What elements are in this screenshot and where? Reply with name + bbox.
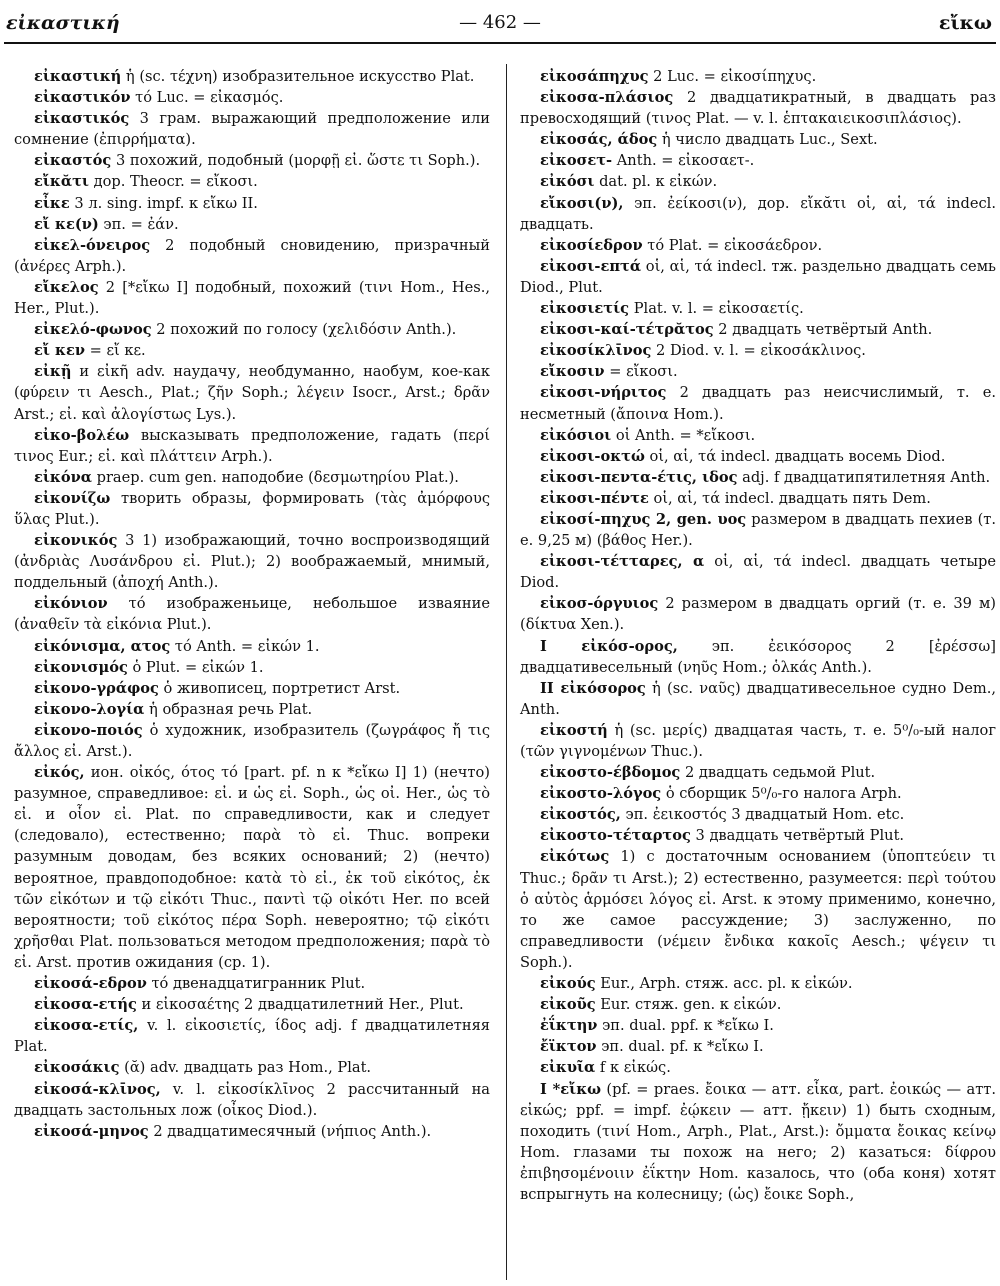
dictionary-entry (14, 87, 490, 108)
headword: εἰκοστο-λόγος (540, 785, 662, 803)
dictionary-entry (14, 66, 490, 87)
definition: τό Anth. = εἰκών 1. (170, 637, 320, 655)
dictionary-entry (14, 973, 490, 994)
headword: εἰκονισμός (34, 658, 128, 676)
dictionary-entry (520, 636, 996, 678)
definition: ἡ образная речь Plat. (144, 700, 313, 718)
dictionary-entry (520, 446, 996, 467)
dictionary-entry (14, 1057, 490, 1078)
definition: эп. ἐεικοστός 3 двадцатый Hom. etc. (620, 806, 905, 824)
headword: εἰκοστός, (540, 806, 621, 824)
headword: εἰκοσι-καί-τέτρᾰτος (540, 321, 714, 339)
dictionary-entry (14, 171, 490, 192)
headword: εἴκελος (34, 278, 99, 296)
definition: = εἴ κε. (84, 342, 146, 360)
headword: εἰκονικός (34, 532, 118, 550)
column-divider (506, 64, 507, 1280)
headword: εἰκοσίεδρον (540, 236, 643, 254)
dictionary-entry (520, 467, 996, 488)
definition: 2 двадцать четвёртый Anth. (713, 321, 933, 339)
dictionary-entry (14, 488, 490, 530)
headword: εἰκοσι-επτά (540, 257, 642, 275)
definition: ἡ (sc. μερίς) двадцатая часть, т. е. 5⁰/₀-ый налог (τῶν γιγνομένων Thuc.). (520, 721, 996, 760)
dictionary-entry (520, 762, 996, 783)
headword: εἶκε (34, 194, 70, 212)
headword: εἰκόνισμα, ατος (34, 637, 171, 655)
definition: высказывать предположение, гадать (περί τινος Eur.; εἰ. καὶ πλάττειν Arph.). (14, 426, 490, 465)
headword: εἰκόσι (540, 173, 595, 191)
dictionary-entry (520, 425, 996, 446)
headword: εἰκοσιετίς (540, 300, 630, 318)
definition: ὁ Plut. = εἰκών 1. (127, 658, 264, 676)
dictionary-entry (520, 298, 996, 319)
dictionary-entry (520, 382, 996, 424)
dictionary-entry (14, 193, 490, 214)
headword: εἰκοσί-πηχυς 2, gen. υος (540, 510, 747, 528)
dictionary-entry (520, 340, 996, 361)
headword: εἰκαστός (34, 152, 112, 170)
definition: ὁ художник, изобразитель (ζωγράφος ἤ τις ἄλλος εἰ. Arst.). (14, 721, 490, 760)
definition: 2 [*εἴκω I] подобный, похожий (τινι Hom., Hes., Her., Plut.). (14, 278, 490, 318)
definition: эп. = ἐάν. (98, 215, 179, 233)
headword: εἰκοσι-οκτώ (540, 447, 645, 465)
definition: 1) с достаточным основанием (ὑποπτεύειν τι Thuc.; δρᾶν τι Arst.); 2) естественно, разумеется: περὶ τούτου ὁ αὐτὸς ἁρμόσει λόγος εἰ. Arst. к этому применимо, конечно, то же самое рассуждение; 3) заслуженно, по справедливости (νέμειν ἔνδικα κακοῖς Aesch.; ψέγειν τι Soph.). (520, 848, 996, 971)
dictionary-entry (520, 551, 996, 593)
headword: II εἰκόσορος (540, 679, 646, 697)
dictionary-entry (14, 994, 490, 1015)
dictionary-entry (14, 762, 490, 973)
headword: εἰκόσιοι (540, 426, 612, 444)
headword: εἰκοσάκις (34, 1059, 120, 1077)
headword: εἰκο-βολέω (34, 426, 130, 444)
dictionary-entry (520, 129, 996, 150)
headword: εἰκοσα-ετής (34, 996, 137, 1014)
dictionary-entry (520, 66, 996, 87)
headword: εἰκός, (34, 764, 85, 782)
dictionary-entry (520, 678, 996, 720)
dictionary-entry (14, 235, 490, 277)
dictionary-entry (14, 678, 490, 699)
dictionary-entry (520, 720, 996, 762)
dictionary-entry (520, 509, 996, 551)
headword: εἰκοσετ- (540, 152, 613, 170)
headword: εἰκαστικόν (34, 89, 131, 107)
headword: εἰκαστική (34, 68, 122, 85)
dictionary-entry (14, 150, 490, 171)
dictionary-entry (520, 994, 996, 1015)
dictionary-entry (520, 256, 996, 298)
definition: 2 двадцатикратный, в двадцать раз превосходящий (τινος Plat. — v. l. ἑπτακαιεικοσιπλάσιος). (520, 89, 996, 128)
headword: εἰκοσα-ετίς, (34, 1017, 139, 1035)
definition: τό изображеньице, небольшое изваяние (ἀναθεῖν τὰ εἰκόνια Plut.). (14, 595, 490, 634)
definition: ἡ (sc. τέχνη) изобразительное искусство Plat. (121, 68, 475, 85)
dictionary-entry (520, 319, 996, 340)
definition: (ᾰ) adv. двадцать раз Hom., Plat. (119, 1059, 372, 1077)
definition: ὁ живописец, портретист Arst. (158, 679, 401, 697)
definition: 2 двадцатимесячный (νήπιος Anth.). (148, 1122, 432, 1140)
dictionary-entry (14, 277, 490, 319)
headword: I *εἴκω (540, 1080, 602, 1098)
headword: εἰκοσι-τέτταρες, α (540, 553, 705, 571)
definition: v. l. εἰκοσιετίς, ίδος adj. f двадцатилетняя Plat. (14, 1017, 490, 1056)
right-column (520, 66, 996, 1205)
definition: эп. ἐεικόσορος 2 [ἐρέσσω] двадцативесельный (νηῦς Hom.; ὁλκάς Anth.). (520, 637, 996, 676)
headword: εἰκοσα-πλάσιος (540, 89, 674, 107)
headword: εἴ κεν (34, 342, 85, 360)
headword: εἰκονο-γράφος (34, 679, 159, 697)
headword: εἰκόνα (34, 468, 92, 486)
dictionary-entry (520, 593, 996, 635)
definition: v. l. εἰκοσίκλῑνος 2 рассчитанный на двадцать застольных лож (οἶκος Diod.). (14, 1080, 490, 1119)
definition: 3 грам. выражающий предположение или сомнение (ἐπιρρήματα). (14, 110, 490, 149)
definition: οἱ, αἱ, τά indecl. двадцать восемь Diod. (644, 447, 946, 465)
headword: εἴκοσι(ν), (540, 194, 624, 212)
headword: εἰκούς (540, 975, 596, 993)
headword: εἰκόνιον (34, 595, 108, 613)
headword: εἰκονίζω (34, 489, 111, 507)
definition: Eur., Arph. стяж. acc. pl. к εἰκών. (595, 975, 853, 993)
dictionary-entry (520, 193, 996, 235)
left-column (14, 66, 490, 1142)
definition: 2 размером в двадцать оргий (т. е. 39 м) (δίκτυα Xen.). (520, 595, 996, 634)
definition: praep. cum gen. наподобие (δεσμωτηρίου Plat.). (91, 468, 459, 486)
headword: εἴκοσιν (540, 363, 605, 381)
definition: οἱ, αἱ, τά indecl. двадцать пять Dem. (648, 489, 931, 507)
dictionary-entry (520, 1057, 996, 1078)
dictionary-entry (520, 1036, 996, 1057)
definition: ὁ сборщик 5⁰/₀-го налога Arph. (661, 785, 902, 803)
definition: 3 л. sing. impf. к εἴκω II. (69, 194, 258, 212)
dictionary-entry (14, 1015, 490, 1057)
dictionary-entry (520, 783, 996, 804)
dictionary-entry (14, 319, 490, 340)
definition: размером в двадцать пехиев (т. е. 9,25 м) (βάθος Her.). (520, 510, 996, 550)
headword: εἰκοσι-πεντα-έτις, ιδος (540, 468, 738, 486)
definition: ἡ число двадцать Luc., Sext. (657, 131, 878, 149)
definition: и εἰκοσαέτης 2 двадцатилетний Her., Plut. (136, 996, 464, 1014)
dictionary-entry (14, 467, 490, 488)
definition: οἱ, αἱ, τά indecl. двадцать четыре Diod. (520, 553, 996, 592)
headword: εἰκοστο-τέταρτος (540, 827, 691, 845)
headword: εἰκῇ (34, 363, 72, 381)
dictionary-entry (14, 340, 490, 361)
definition: dat. pl. к εἰκών. (594, 173, 718, 191)
dictionary-entry (520, 488, 996, 509)
definition: дор. Theocr. = εἴκοσι. (88, 173, 258, 191)
definition: οἱ Anth. = *εἴκοσι. (611, 426, 756, 444)
definition: эп. ἐείκοσι(ν), дор. εἴκᾰτι οἱ, αἱ, τά indecl. двадцать. (520, 194, 996, 233)
definition: 3 двадцать четвёртый Plut. (690, 827, 905, 845)
dictionary-entry (14, 1121, 490, 1142)
dictionary-entry (14, 530, 490, 593)
headword: εἰκότως (540, 848, 610, 866)
definition: ἡ (sc. ναῦς) двадцативесельное судно Dem., Anth. (520, 679, 996, 718)
headword: ἐΐκτην (540, 1017, 598, 1035)
definition: 2 похожий по голосу (χελιδόσιν Anth.). (151, 321, 457, 339)
headword: εἰκοστή (540, 721, 608, 739)
headword: εἰκοσά-μηνος (34, 1122, 149, 1140)
definition: творить образы, формировать (τὰς ἀμόρφους ὕλας Plut.). (14, 489, 490, 528)
headword: εἰκοσά-εδρον (34, 975, 147, 993)
definition: Eur. стяж. gen. к εἰκών. (595, 996, 782, 1014)
definition: 2 подобный сновидению, призрачный (ἀνέρες Arph.). (14, 236, 490, 275)
definition: эп. dual. ppf. к *εἴκω I. (597, 1017, 774, 1035)
dictionary-entry (520, 1079, 996, 1206)
definition: τό Luc. = εἰκασμός. (130, 89, 284, 107)
running-head-right: εἴκω (938, 12, 992, 34)
dictionary-entry (520, 361, 996, 382)
headword: εἰκελ-όνειρος (34, 236, 151, 254)
headword: εἰκοσι-νήριτος (540, 384, 667, 402)
definition: и εἰκῆ adv. наудачу, необдуманно, наобум, кое-как (φύρειν τι Aesch., Plat.; ζῆν Soph.; λέγειν Isocr., Arst.; δρᾶν Arst.; εἰ. καὶ ἀλογίστως Lys.). (14, 363, 490, 423)
headword: εἰκοῦς (540, 996, 596, 1014)
definition: τό Plat. = εἰκοσάεδρον. (642, 236, 823, 254)
dictionary-entry (520, 150, 996, 171)
definition: = εἴκοσι. (604, 363, 678, 381)
header-rule (4, 42, 996, 44)
definition: 2 Luc. = εἰκοσίπηχυς. (648, 68, 817, 85)
headword: ἔϊκτον (540, 1038, 597, 1056)
dictionary-entry (14, 361, 490, 424)
definition: Anth. = εἰκοσαετ-. (612, 152, 755, 170)
headword: εἰκοστο-έβδομος (540, 764, 681, 782)
dictionary-entry (14, 720, 490, 762)
definition: 2 двадцать раз неисчислимый, т. е. несметный (ἄποινα Hom.). (520, 384, 996, 423)
definition: 2 двадцать седьмой Plut. (680, 764, 876, 782)
dictionary-entry (520, 846, 996, 973)
definition: οἱ, αἱ, τά indecl. тж. раздельно двадцать семь Diod., Plut. (520, 257, 996, 296)
definition: ион. οἰκός, ότος τό [part. pf. n к *εἴκω I] 1) (нечто) разумное, справедливое: εἰ. и ὡς εἰ. Soph., ὡς οἰ. Her., ὡς τὸ εἰ. и οἷον εἰ. Plat. по справедливости, как и следует (следовало), естественно; παρὰ τὸ εἰ. Thuc. вопреки разумным доводам, без всяких оснований; 2) (нечто) вероятное, правдоподобное: κατὰ τὸ εἰ., ἐκ τοῦ εἰκότος, ἐκ τῶν εἰκότων и τῷ εἰκότι Thuc., παντὶ τῷ οἰκότι Her. по всей вероятности; τοῦ εἰκότος πέρα Soph. невероятно; τῷ εἰκότι χρῆσθαι Plat. пользоваться методом предположения; παρὰ τὸ εἰ. Arst. против ожидания (ср. 1). (14, 764, 490, 971)
headword: I εἰκόσ-ορος, (540, 637, 678, 655)
definition: 3 похожий, подобный (μορφῇ εἰ. ὥστε τι Soph.). (111, 152, 481, 170)
headword: εἰκονο-ποιός (34, 721, 143, 739)
definition: Plat. v. l. = εἰκοσαετίς. (629, 300, 804, 318)
dictionary-entry (520, 804, 996, 825)
headword: εἰκοσι-πέντε (540, 489, 649, 507)
dictionary-entry (14, 108, 490, 150)
page-number: — 462 — (459, 12, 541, 33)
headword: εἰκελό-φωνος (34, 321, 152, 339)
headword: εἰκαστικός (34, 110, 130, 128)
running-head-left: εἰκαστική (6, 12, 120, 34)
dictionary-entry (14, 214, 490, 235)
dictionary-entry (14, 636, 490, 657)
headword: εἰκοσάς, άδος (540, 131, 658, 149)
definition: 2 Diod. v. l. = εἰκοσάκλινος. (651, 342, 866, 360)
headword: εἴκᾰτι (34, 173, 89, 191)
headword: εἰκονο-λογία (34, 700, 145, 718)
dictionary-entry (520, 825, 996, 846)
definition: f к εἰκώς. (595, 1059, 671, 1077)
definition: τό двенадцатигранник Plut. (146, 975, 366, 993)
definition: (pf. = praes. ἔοικα — атт. εἶκα, part. ἐοικώς — атт. εἰκώς; ppf. = impf. ἐῴκειν — атт. ᾔκειν) 1) быть сходным, походить (τινί Hom., Arph., Plat., Arst.): ὄμματα ἔοικας κείνῳ Hom. глазами ты похож на него; 2) казаться: δίφρου ἐπιβησομένοιιν ἐΐκτην Hom. казалось, что (оба коня) хотят вспрыгнуть на колесницу; (ὡς) ἔοικε Soph., (520, 1080, 996, 1203)
definition: 3 1) изображающий, точно воспроизводящий (ἀνδριὰς Λυσάνδρου εἰ. Plut.); 2) воображаемый, мнимый, поддельный (ἀποχή Anth.). (14, 532, 490, 592)
dictionary-entry (14, 425, 490, 467)
dictionary-entry (520, 235, 996, 256)
definition: adj. f двадцатипятилетняя Anth. (737, 468, 991, 486)
dictionary-entry (14, 699, 490, 720)
dictionary-entry (14, 657, 490, 678)
dictionary-entry (520, 973, 996, 994)
headword: εἰκοσά-κλῑνος, (34, 1080, 161, 1098)
headword: εἴ κε(ν) (34, 215, 99, 233)
dictionary-entry (520, 1015, 996, 1036)
headword: εἰκυῖα (540, 1059, 596, 1077)
definition: эп. dual. pf. к *εἴκω I. (596, 1038, 764, 1056)
headword: εἰκοσ-όργυιος (540, 595, 659, 613)
dictionary-entry (520, 87, 996, 129)
dictionary-entry (520, 171, 996, 192)
dictionary-entry (14, 593, 490, 635)
headword: εἰκοσίκλῑνος (540, 342, 652, 360)
headword: εἰκοσάπηχυς (540, 68, 649, 85)
dictionary-entry (14, 1079, 490, 1121)
